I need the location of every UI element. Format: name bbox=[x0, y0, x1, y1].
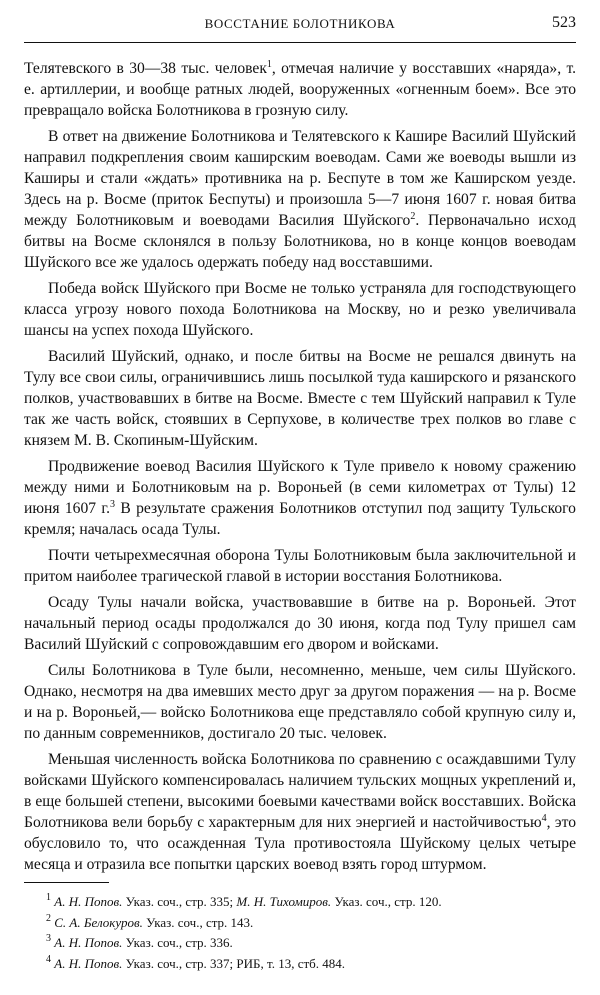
paragraph-text: Василий Шуйский, однако, и после битвы на Восме не решался двинуть на Тулу все свои силы, ограничившись лишь посылкой туда каширского и рязанского полков, участвовавших в битве на Восме. Вместе с тем Шуйский направил к Туле так же часть войск, стоявших в Серпухове, в количестве трех полков во главе с князем М. В. Скопиным-Шуйским. bbox=[24, 348, 576, 449]
footnote-text: Указ. соч., стр. 336. bbox=[122, 935, 233, 950]
footnote-number: 3 bbox=[46, 933, 51, 944]
page-number: 523 bbox=[552, 14, 576, 31]
footnote-text: Указ. соч., стр. 337; РИБ, т. 13, стб. 484. bbox=[122, 955, 346, 971]
footnote-ref: 2 bbox=[410, 211, 416, 222]
footnote-number: 1 bbox=[46, 892, 51, 903]
paragraph-text: Осаду Тулы начали войска, участвовавшие в битве на р. Вороньей. Этот начальный период осады продолжался до 30 июня, когда под Тулу пришел сам Василий Шуйский с сопровождавшим его двором и войсками. bbox=[24, 594, 576, 653]
paragraph-text: В результате сражения Болотников отступил под защиту Тульского кремля; началась осада Тулы. bbox=[24, 500, 576, 538]
paragraph bbox=[24, 749, 576, 875]
footnote-ref: 4 bbox=[541, 813, 547, 824]
footnote-author: А. Н. Попов. bbox=[54, 955, 123, 971]
page-header bbox=[24, 8, 576, 34]
paragraph-text: . Первоначально исход битвы на Восме склонялся в пользу Болотникова, но в конце концов воеводам Шуйского все же удалось одержать победу над восставшими. bbox=[24, 212, 576, 271]
footnote-author: М. Н. Тихомиров. bbox=[236, 894, 332, 909]
footnotes bbox=[46, 892, 576, 974]
footnote-rule bbox=[24, 882, 109, 883]
footnote-text: Указ. соч., стр. 335; bbox=[122, 894, 237, 909]
footnote-ref: 1 bbox=[266, 59, 272, 70]
paragraph-text: , отмечая наличие у восставших «наряда», т. е. артиллерии, и вообще ратных людей, вооруженных «огненным боем». Все это превращало войска Болотникова в грозную силу. bbox=[24, 60, 576, 119]
paragraph-text: Силы Болотникова в Туле были, несомненно, меньше, чем силы Шуйского. Однако, несмотря на два имевших место друг за другом поражения — на р. Восме и на р. Вороньей,— войско Болотникова еще представляло собой крупную силу и, по данным современников, достигало 20 тыс. человек. bbox=[24, 662, 576, 742]
paragraph-text: Победа войск Шуйского при Восме не только устраняла для господствующего класса угрозу нового похода Болотникова на Москву, но и резко увеличивала шансы на успех похода Шуйского. bbox=[24, 280, 576, 339]
footnote-1 bbox=[46, 892, 576, 913]
footnote-author: С. А. Белокуров. bbox=[54, 914, 143, 930]
paragraph bbox=[24, 126, 576, 273]
body-text bbox=[24, 58, 576, 880]
footnote-text: Указ. соч., стр. 143. bbox=[142, 914, 254, 930]
footnote-2 bbox=[46, 913, 576, 934]
paragraph-text: Продвижение воевод Василия Шуйского к Туле привело к новому сражению между ними и Болотниковым на р. Вороньей (в семи километрах от Тулы) 12 июня 1607 г. bbox=[24, 458, 576, 517]
paragraph bbox=[24, 278, 576, 341]
paragraph-text: В ответ на движение Болотникова и Телятевского к Кашире Василий Шуйский направил подкрепления своим каширским воеводам. Сами же воеводы вышли из Каширы и стали «ждать» противника на р. Беспуте в том же Каширском уезде. Здесь на р. Восме (приток Беспуты) и произошла 5—7 июня 1607 г. новая битва между Болотниковым и воеводами Василия Шуйского bbox=[24, 128, 576, 229]
footnote-ref: 3 bbox=[109, 499, 115, 510]
paragraph bbox=[24, 660, 576, 744]
paragraph bbox=[24, 58, 576, 121]
footnote-4 bbox=[46, 954, 576, 975]
footnote-number: 2 bbox=[46, 912, 51, 924]
paragraph bbox=[24, 346, 576, 451]
paragraph bbox=[24, 592, 576, 655]
footnote-number: 4 bbox=[46, 953, 51, 965]
header-rule bbox=[24, 42, 576, 43]
running-title: ВОССТАНИЕ БОЛОТНИКОВА bbox=[204, 16, 396, 31]
footnote-text: Указ. соч., стр. 120. bbox=[331, 894, 442, 909]
footnote-3 bbox=[46, 933, 576, 954]
paragraph bbox=[24, 545, 576, 587]
paragraph-text: , это обусловило то, что осажденная Тула противостояла Шуйскому целых четыре месяца и отразила все попытки царских воевод взять город штурмом. bbox=[24, 814, 576, 873]
paragraph-text: Телятевского в 30—38 тыс. человек bbox=[24, 60, 267, 77]
paragraph-text: Почти четырехмесячная оборона Тулы Болотниковым была заключительной и притом наиболее трагической главой в истории восстания Болотникова. bbox=[24, 547, 576, 585]
paragraph bbox=[24, 456, 576, 540]
paragraph-text: Меньшая численность войска Болотникова по сравнению с осаждавшими Тулу войсками Шуйского компенсировалась наличием тульских мощных укреплений и, в еще большей степени, высокими боевыми качествами войск восставших. Войска Болотникова вели борьбу с характерным для них энергией и настойчивостью bbox=[24, 751, 576, 831]
footnote-author: А. Н. Попов. bbox=[54, 935, 123, 950]
footnote-author: А. Н. Попов. bbox=[54, 894, 123, 909]
